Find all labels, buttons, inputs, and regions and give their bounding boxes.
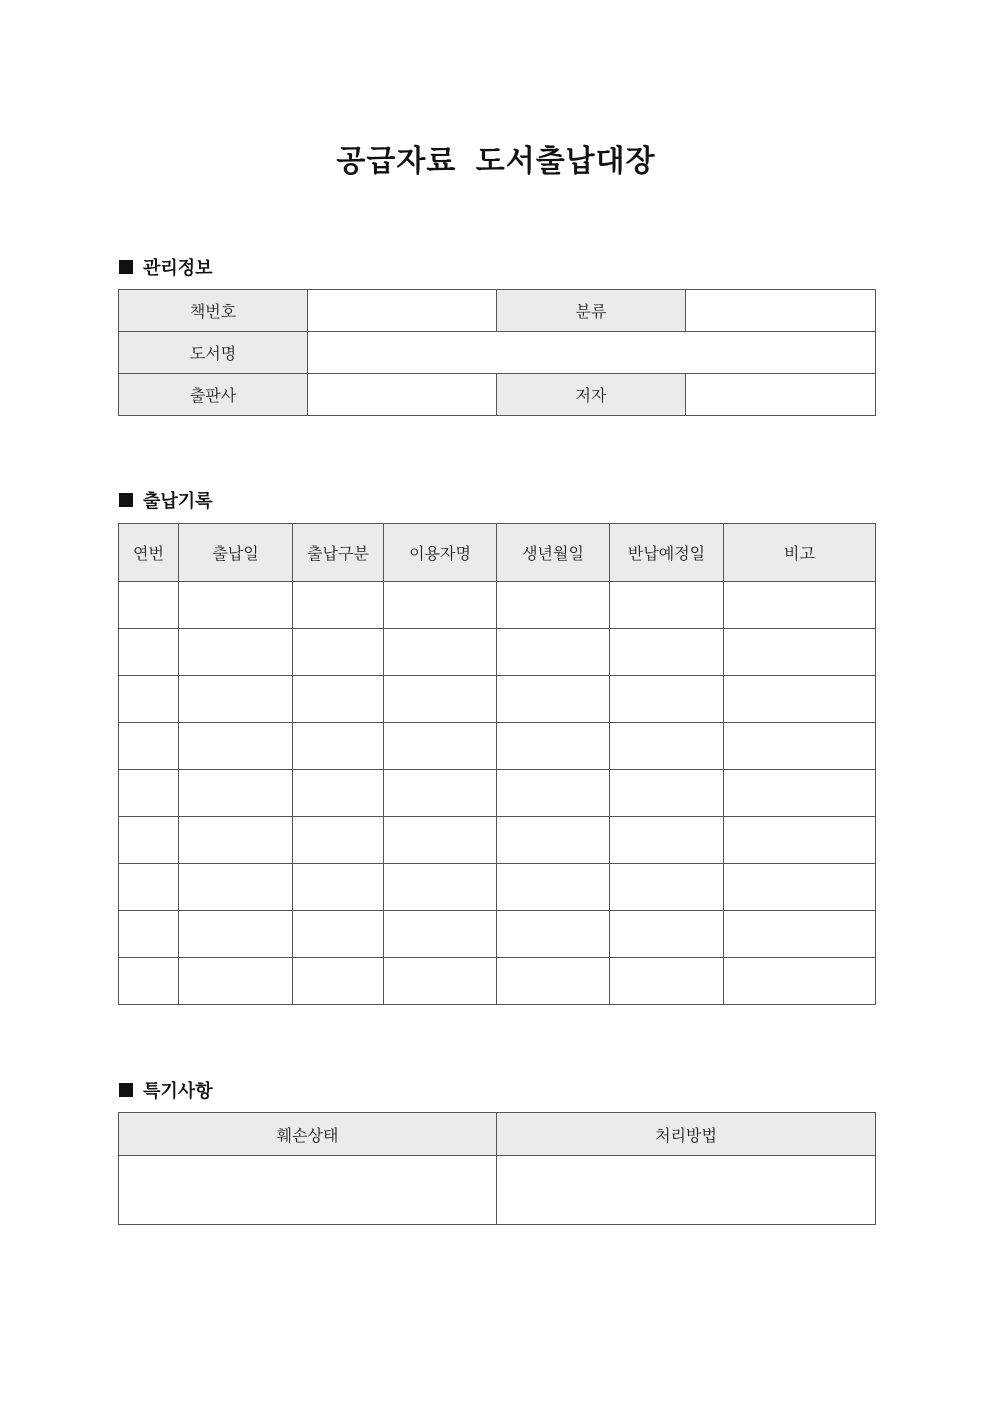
category-field[interactable] <box>686 290 876 332</box>
table-cell[interactable] <box>497 817 610 864</box>
square-bullet-icon <box>119 260 133 274</box>
table-cell[interactable] <box>293 770 384 817</box>
table-cell[interactable] <box>293 958 384 1005</box>
section-heading-label: 특기사항 <box>143 1081 213 1102</box>
table-cell[interactable] <box>384 582 497 629</box>
table-cell[interactable] <box>724 911 876 958</box>
table-cell[interactable] <box>119 629 179 676</box>
table-cell[interactable] <box>497 864 610 911</box>
table-cell[interactable] <box>610 864 724 911</box>
table-row <box>119 911 876 958</box>
table-cell[interactable] <box>497 582 610 629</box>
column-header: 출납일 <box>179 524 293 582</box>
table-cell[interactable] <box>384 676 497 723</box>
table-cell[interactable] <box>119 958 179 1005</box>
handling-method-header: 처리방법 <box>497 1113 876 1156</box>
publisher-field[interactable] <box>308 374 497 416</box>
management-info-table <box>118 289 876 416</box>
table-row <box>119 723 876 770</box>
table-cell[interactable] <box>179 911 293 958</box>
table-cell[interactable] <box>179 723 293 770</box>
table-cell[interactable] <box>179 864 293 911</box>
column-header: 반납예정일 <box>610 524 724 582</box>
table-row <box>119 1156 876 1225</box>
table-row <box>119 374 876 416</box>
book-number-field[interactable] <box>308 290 497 332</box>
table-cell[interactable] <box>384 911 497 958</box>
section-heading-label: 출납기록 <box>143 491 213 512</box>
table-row <box>119 332 876 374</box>
records-table-body <box>119 582 876 1005</box>
table-cell[interactable] <box>179 958 293 1005</box>
damage-status-header: 훼손상태 <box>119 1113 497 1156</box>
table-cell[interactable] <box>497 676 610 723</box>
table-cell[interactable] <box>179 582 293 629</box>
table-cell[interactable] <box>293 911 384 958</box>
table-cell[interactable] <box>293 817 384 864</box>
table-cell[interactable] <box>384 629 497 676</box>
table-cell[interactable] <box>724 723 876 770</box>
table-cell[interactable] <box>724 958 876 1005</box>
handling-method-field[interactable] <box>497 1156 876 1225</box>
table-cell[interactable] <box>610 958 724 1005</box>
column-header: 출납구분 <box>293 524 384 582</box>
table-cell[interactable] <box>293 582 384 629</box>
records-table <box>118 523 876 1005</box>
damage-status-field[interactable] <box>119 1156 497 1225</box>
table-cell[interactable] <box>384 958 497 1005</box>
square-bullet-icon <box>119 493 133 507</box>
table-cell[interactable] <box>179 770 293 817</box>
category-label: 분류 <box>497 290 686 332</box>
table-cell[interactable] <box>384 817 497 864</box>
table-cell[interactable] <box>293 864 384 911</box>
book-title-label: 도서명 <box>119 332 308 374</box>
table-cell[interactable] <box>179 817 293 864</box>
table-cell[interactable] <box>119 676 179 723</box>
section-heading-notes <box>119 1077 213 1103</box>
table-cell[interactable] <box>724 676 876 723</box>
square-bullet-icon <box>119 1083 133 1097</box>
table-cell[interactable] <box>384 770 497 817</box>
column-header: 연번 <box>119 524 179 582</box>
table-cell[interactable] <box>724 629 876 676</box>
table-row <box>119 864 876 911</box>
page-title: 공급자료 도서출납대장 <box>336 144 656 179</box>
table-row <box>119 582 876 629</box>
table-cell[interactable] <box>119 770 179 817</box>
author-label: 저자 <box>497 374 686 416</box>
book-number-label: 책번호 <box>119 290 308 332</box>
table-cell[interactable] <box>497 911 610 958</box>
table-cell[interactable] <box>610 723 724 770</box>
table-cell[interactable] <box>497 629 610 676</box>
table-cell[interactable] <box>119 864 179 911</box>
author-field[interactable] <box>686 374 876 416</box>
section-heading-management <box>119 254 213 280</box>
column-header: 이용자명 <box>384 524 497 582</box>
table-cell[interactable] <box>724 817 876 864</box>
table-cell[interactable] <box>497 770 610 817</box>
table-cell[interactable] <box>293 629 384 676</box>
table-cell[interactable] <box>724 770 876 817</box>
table-cell[interactable] <box>119 582 179 629</box>
publisher-label: 출판사 <box>119 374 308 416</box>
table-row <box>119 958 876 1005</box>
table-row <box>119 290 876 332</box>
section-heading-records <box>119 487 213 513</box>
table-cell[interactable] <box>179 676 293 723</box>
table-header-row <box>119 524 876 582</box>
table-cell[interactable] <box>179 629 293 676</box>
notes-table <box>118 1112 876 1225</box>
table-row <box>119 629 876 676</box>
table-cell[interactable] <box>119 817 179 864</box>
table-cell[interactable] <box>610 770 724 817</box>
book-title-field[interactable] <box>308 332 876 374</box>
table-cell[interactable] <box>293 676 384 723</box>
table-cell[interactable] <box>384 723 497 770</box>
table-cell[interactable] <box>610 629 724 676</box>
table-row <box>119 770 876 817</box>
table-cell[interactable] <box>724 864 876 911</box>
table-row <box>119 817 876 864</box>
table-cell[interactable] <box>293 723 384 770</box>
table-cell[interactable] <box>384 864 497 911</box>
table-header-row <box>119 1113 876 1156</box>
column-header: 비고 <box>724 524 876 582</box>
table-cell[interactable] <box>119 723 179 770</box>
table-cell[interactable] <box>497 958 610 1005</box>
table-cell[interactable] <box>610 817 724 864</box>
table-cell[interactable] <box>610 911 724 958</box>
section-heading-label: 관리정보 <box>143 258 213 279</box>
table-cell[interactable] <box>610 676 724 723</box>
table-cell[interactable] <box>724 582 876 629</box>
table-cell[interactable] <box>610 582 724 629</box>
table-row <box>119 676 876 723</box>
column-header: 생년월일 <box>497 524 610 582</box>
table-cell[interactable] <box>497 723 610 770</box>
table-cell[interactable] <box>119 911 179 958</box>
